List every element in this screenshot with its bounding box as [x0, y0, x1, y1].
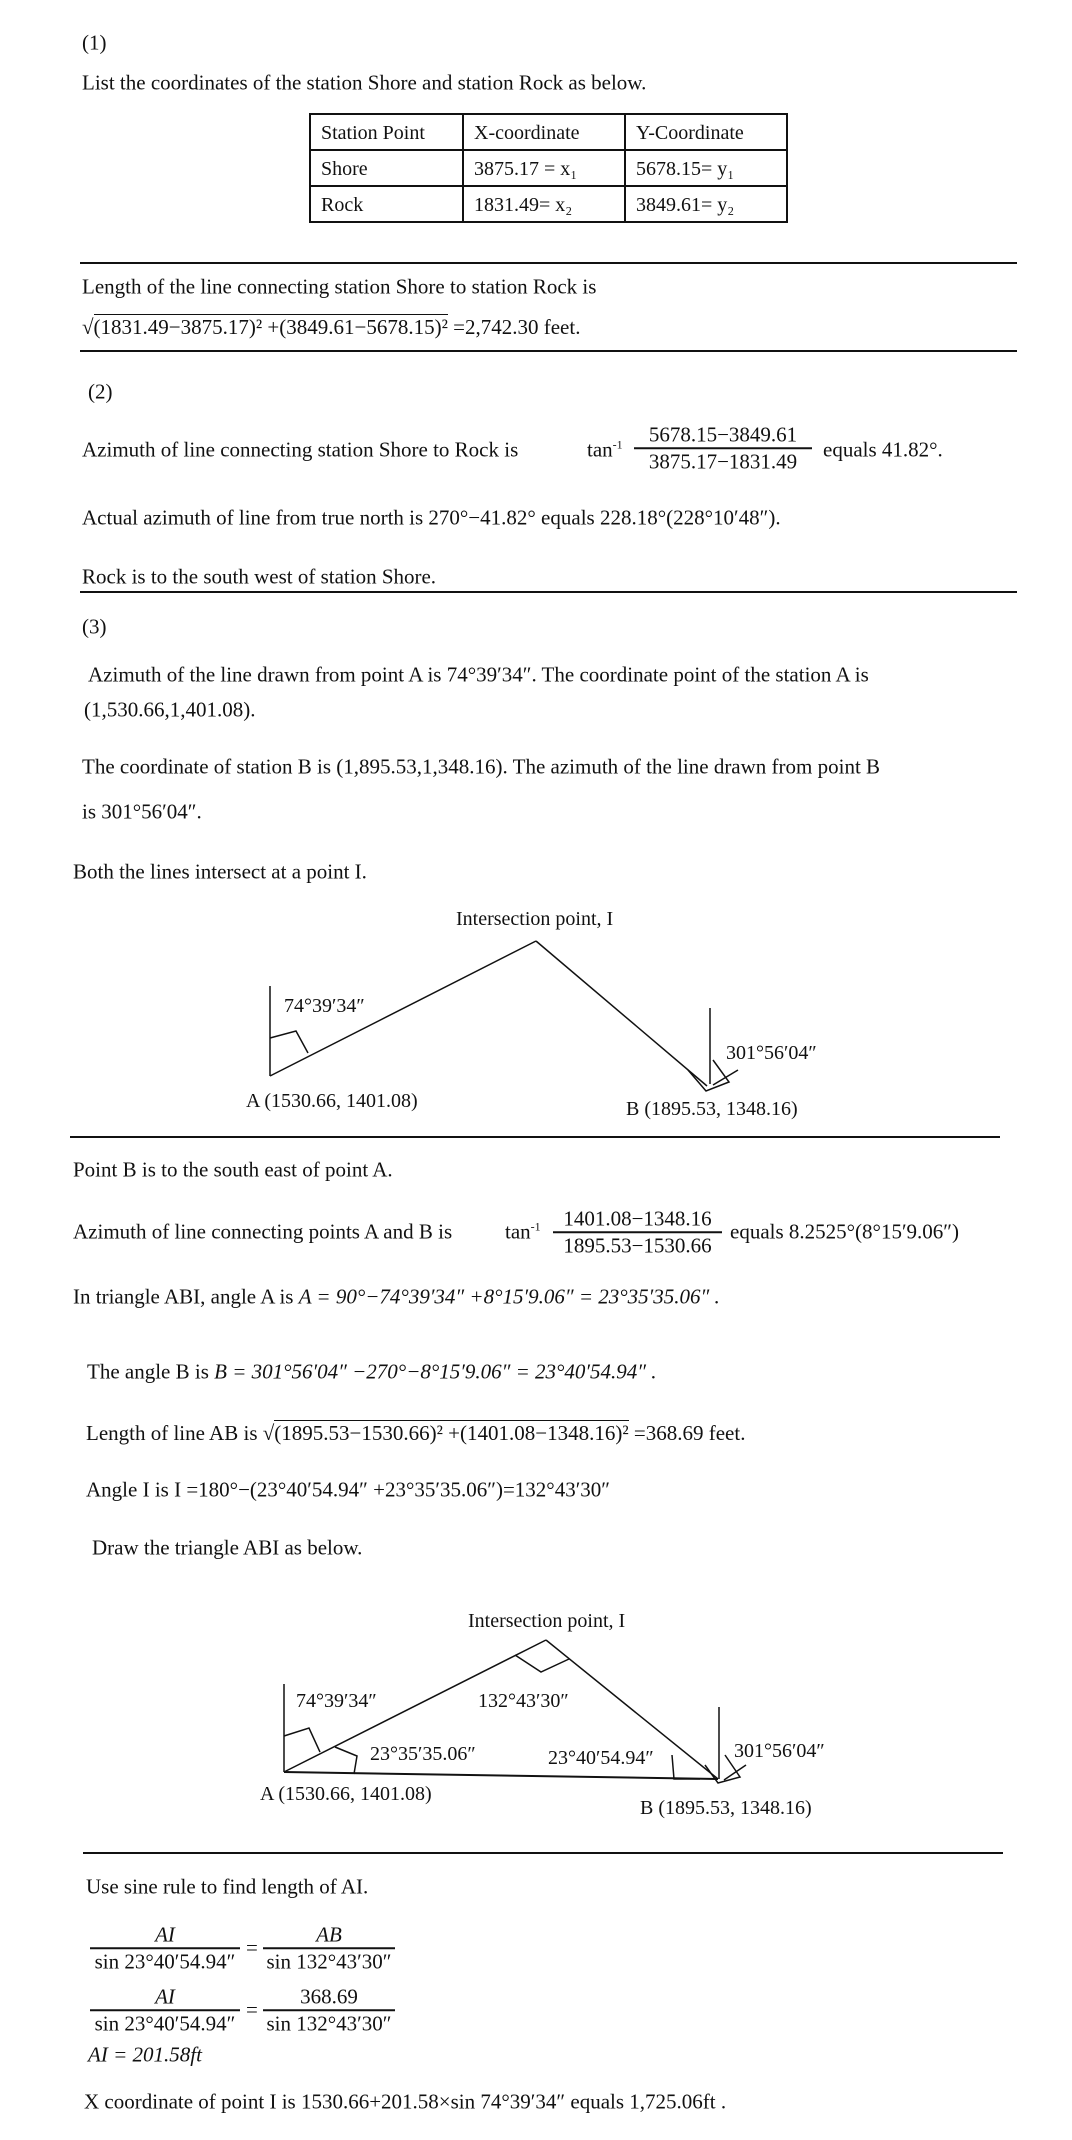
table-header-station: Station Point	[310, 114, 463, 150]
southeast-text: Point B is to the south east of point A.	[73, 1157, 393, 1182]
angle-label-a-north: 74°39′34″	[296, 1690, 377, 1712]
part2-label: (2)	[88, 379, 113, 404]
angle-label-a: 23°35′35.06″	[370, 1743, 476, 1765]
sqrt-radicand: (1831.49−3875.17)² +(3849.61−5678.15)²	[93, 315, 448, 339]
line-a-text: Azimuth of the line drawn from point A is 74°39′34″. The coordinate point of the station A is	[88, 662, 869, 687]
intersect-text: Both the lines intersect at a point I.	[73, 859, 367, 884]
fraction-denominator: 1895.53−1530.66	[563, 1232, 712, 1257]
sine2-left-fraction	[90, 1984, 240, 2036]
ab-length-text: Length of line AB is	[86, 1421, 263, 1445]
azimuth-prefix: Azimuth of line connecting station Shore to Rock is	[82, 437, 519, 462]
fraction-numerator: AI	[155, 1984, 175, 2009]
apex-label: Intersection point, I	[456, 908, 614, 930]
part1-intro: List the coordinates of the station Shore and station Rock as below.	[82, 70, 647, 95]
angle-label-b: 301°56′04″	[726, 1042, 817, 1064]
table-header-y: Y-Coordinate	[625, 114, 787, 150]
sine-rule-text: Use sine rule to find length of AI.	[86, 1874, 369, 1899]
divider	[83, 1852, 1003, 1854]
fraction-denominator: sin 132°43′30″	[266, 1948, 392, 1973]
line-b-azimuth: is 301°56′04″.	[82, 799, 202, 824]
tan-text: tan	[587, 437, 613, 462]
fraction-numerator: AB	[316, 1922, 342, 1947]
angle-mark-i	[515, 1655, 569, 1672]
angle-mark-a-north	[284, 1728, 320, 1752]
point-a-label: A (1530.66, 1401.08)	[260, 1783, 432, 1805]
angle-b-text: The angle B is	[87, 1359, 215, 1384]
side-ab	[284, 1772, 718, 1779]
ab-azimuth-result: equals 8.2525°(8°15′9.06″)	[730, 1219, 960, 1244]
length-result: =2,742.30 feet.	[447, 315, 581, 339]
apex-label: Intersection point, I	[468, 1610, 626, 1632]
sqrt-sign: √	[82, 315, 94, 339]
part1-label: (1)	[82, 30, 107, 55]
tan-exponent: -1	[612, 437, 623, 452]
fraction-numerator: 1401.08−1348.16	[563, 1206, 712, 1231]
line-b-text: The coordinate of station B is (1,895.53,1,348.16). The azimuth of the line drawn from point B	[82, 754, 881, 779]
angle-a-expr: A = 90°−74°39′34″ +8°15′9.06″ = 23°35′35.06″ .	[298, 1284, 720, 1309]
table-cell: 5678.15= y₁	[625, 150, 787, 186]
x-coordinate-text: X coordinate of point I is 1530.66+201.58×sin 74°39′34″ equals 1,725.06ft .	[84, 2089, 727, 2114]
point-b-label: B (1895.53, 1348.16)	[626, 1098, 798, 1120]
point-a-label: A (1530.66, 1401.08)	[246, 1090, 418, 1112]
fraction-denominator: 3875.17−1831.49	[648, 448, 798, 473]
table-cell: Rock	[310, 186, 463, 222]
table-cell: 3875.17 = x₁	[463, 150, 625, 186]
angle-label-i: 132°43′30″	[478, 1690, 569, 1712]
angle-label-a: 74°39′34″	[284, 995, 365, 1017]
equals-sign: =	[246, 1935, 258, 1960]
sqrt-sign: √	[262, 1421, 275, 1445]
angle-i-text: Angle I is	[86, 1477, 175, 1502]
table-cell: 3849.61= y₂	[625, 186, 787, 222]
line-a-coords: (1,530.66,1,401.08).	[84, 697, 256, 722]
part3-label: (3)	[82, 614, 107, 639]
fraction-denominator: sin 23°40′54.94″	[94, 2010, 236, 2035]
tan-text: tan	[505, 1219, 531, 1244]
fraction-denominator: sin 23°40′54.94″	[94, 1948, 236, 1973]
point-b-label: B (1895.53, 1348.16)	[640, 1797, 812, 1819]
table-header-x: X-coordinate	[463, 114, 625, 150]
fraction-numerator: AI	[155, 1922, 175, 1947]
sqrt-radicand: (1895.53−1530.66)² +(1401.08−1348.16)²	[274, 1421, 629, 1445]
table-cell: 1831.49= x₂	[463, 186, 625, 222]
angle-label-b: 23°40′54.94″	[548, 1747, 654, 1769]
equals-sign: =	[246, 1997, 258, 2022]
sine1-right-fraction	[263, 1922, 395, 1974]
draw-text: Draw the triangle ABI as below.	[92, 1535, 363, 1560]
actual-azimuth: Actual azimuth of line from true north is 270°−41.82° equals 228.18°(228°10′48″).	[82, 505, 781, 530]
ab-length-result: =368.69 feet.	[628, 1421, 746, 1445]
angle-i-expr: I =180°−(23°40′54.94″ +23°35′35.06″)=132°43′30″	[174, 1477, 611, 1502]
azimuth-result: equals 41.82°.	[823, 437, 943, 462]
angle-mark-a	[335, 1747, 357, 1774]
fraction-numerator: 368.69	[300, 1984, 358, 2009]
direction-text: Rock is to the south west of station Shore.	[82, 564, 437, 589]
length-text: Length of the line connecting station Shore to station Rock is	[82, 274, 597, 299]
table-cell: Shore	[310, 150, 463, 186]
sine2-right-fraction	[263, 1984, 395, 2036]
tan-exponent: -1	[530, 1219, 541, 1234]
angle-label-b-north: 301°56′04″	[734, 1740, 825, 1762]
angle-b-expr: B = 301°56′04″ −270°−8°15′9.06″ = 23°40′54.94″ .	[214, 1359, 657, 1384]
fraction-denominator: sin 132°43′30″	[266, 2010, 392, 2035]
fraction-numerator: 5678.15−3849.61	[648, 422, 798, 447]
sine1-left-fraction	[90, 1922, 240, 1974]
angle-a-text: In triangle ABI, angle A is	[73, 1284, 299, 1309]
ab-azimuth-prefix: Azimuth of line connecting points A and B is	[73, 1219, 453, 1244]
ai-result: AI = 201.58ft	[88, 2042, 202, 2067]
angle-mark-b	[672, 1755, 700, 1779]
